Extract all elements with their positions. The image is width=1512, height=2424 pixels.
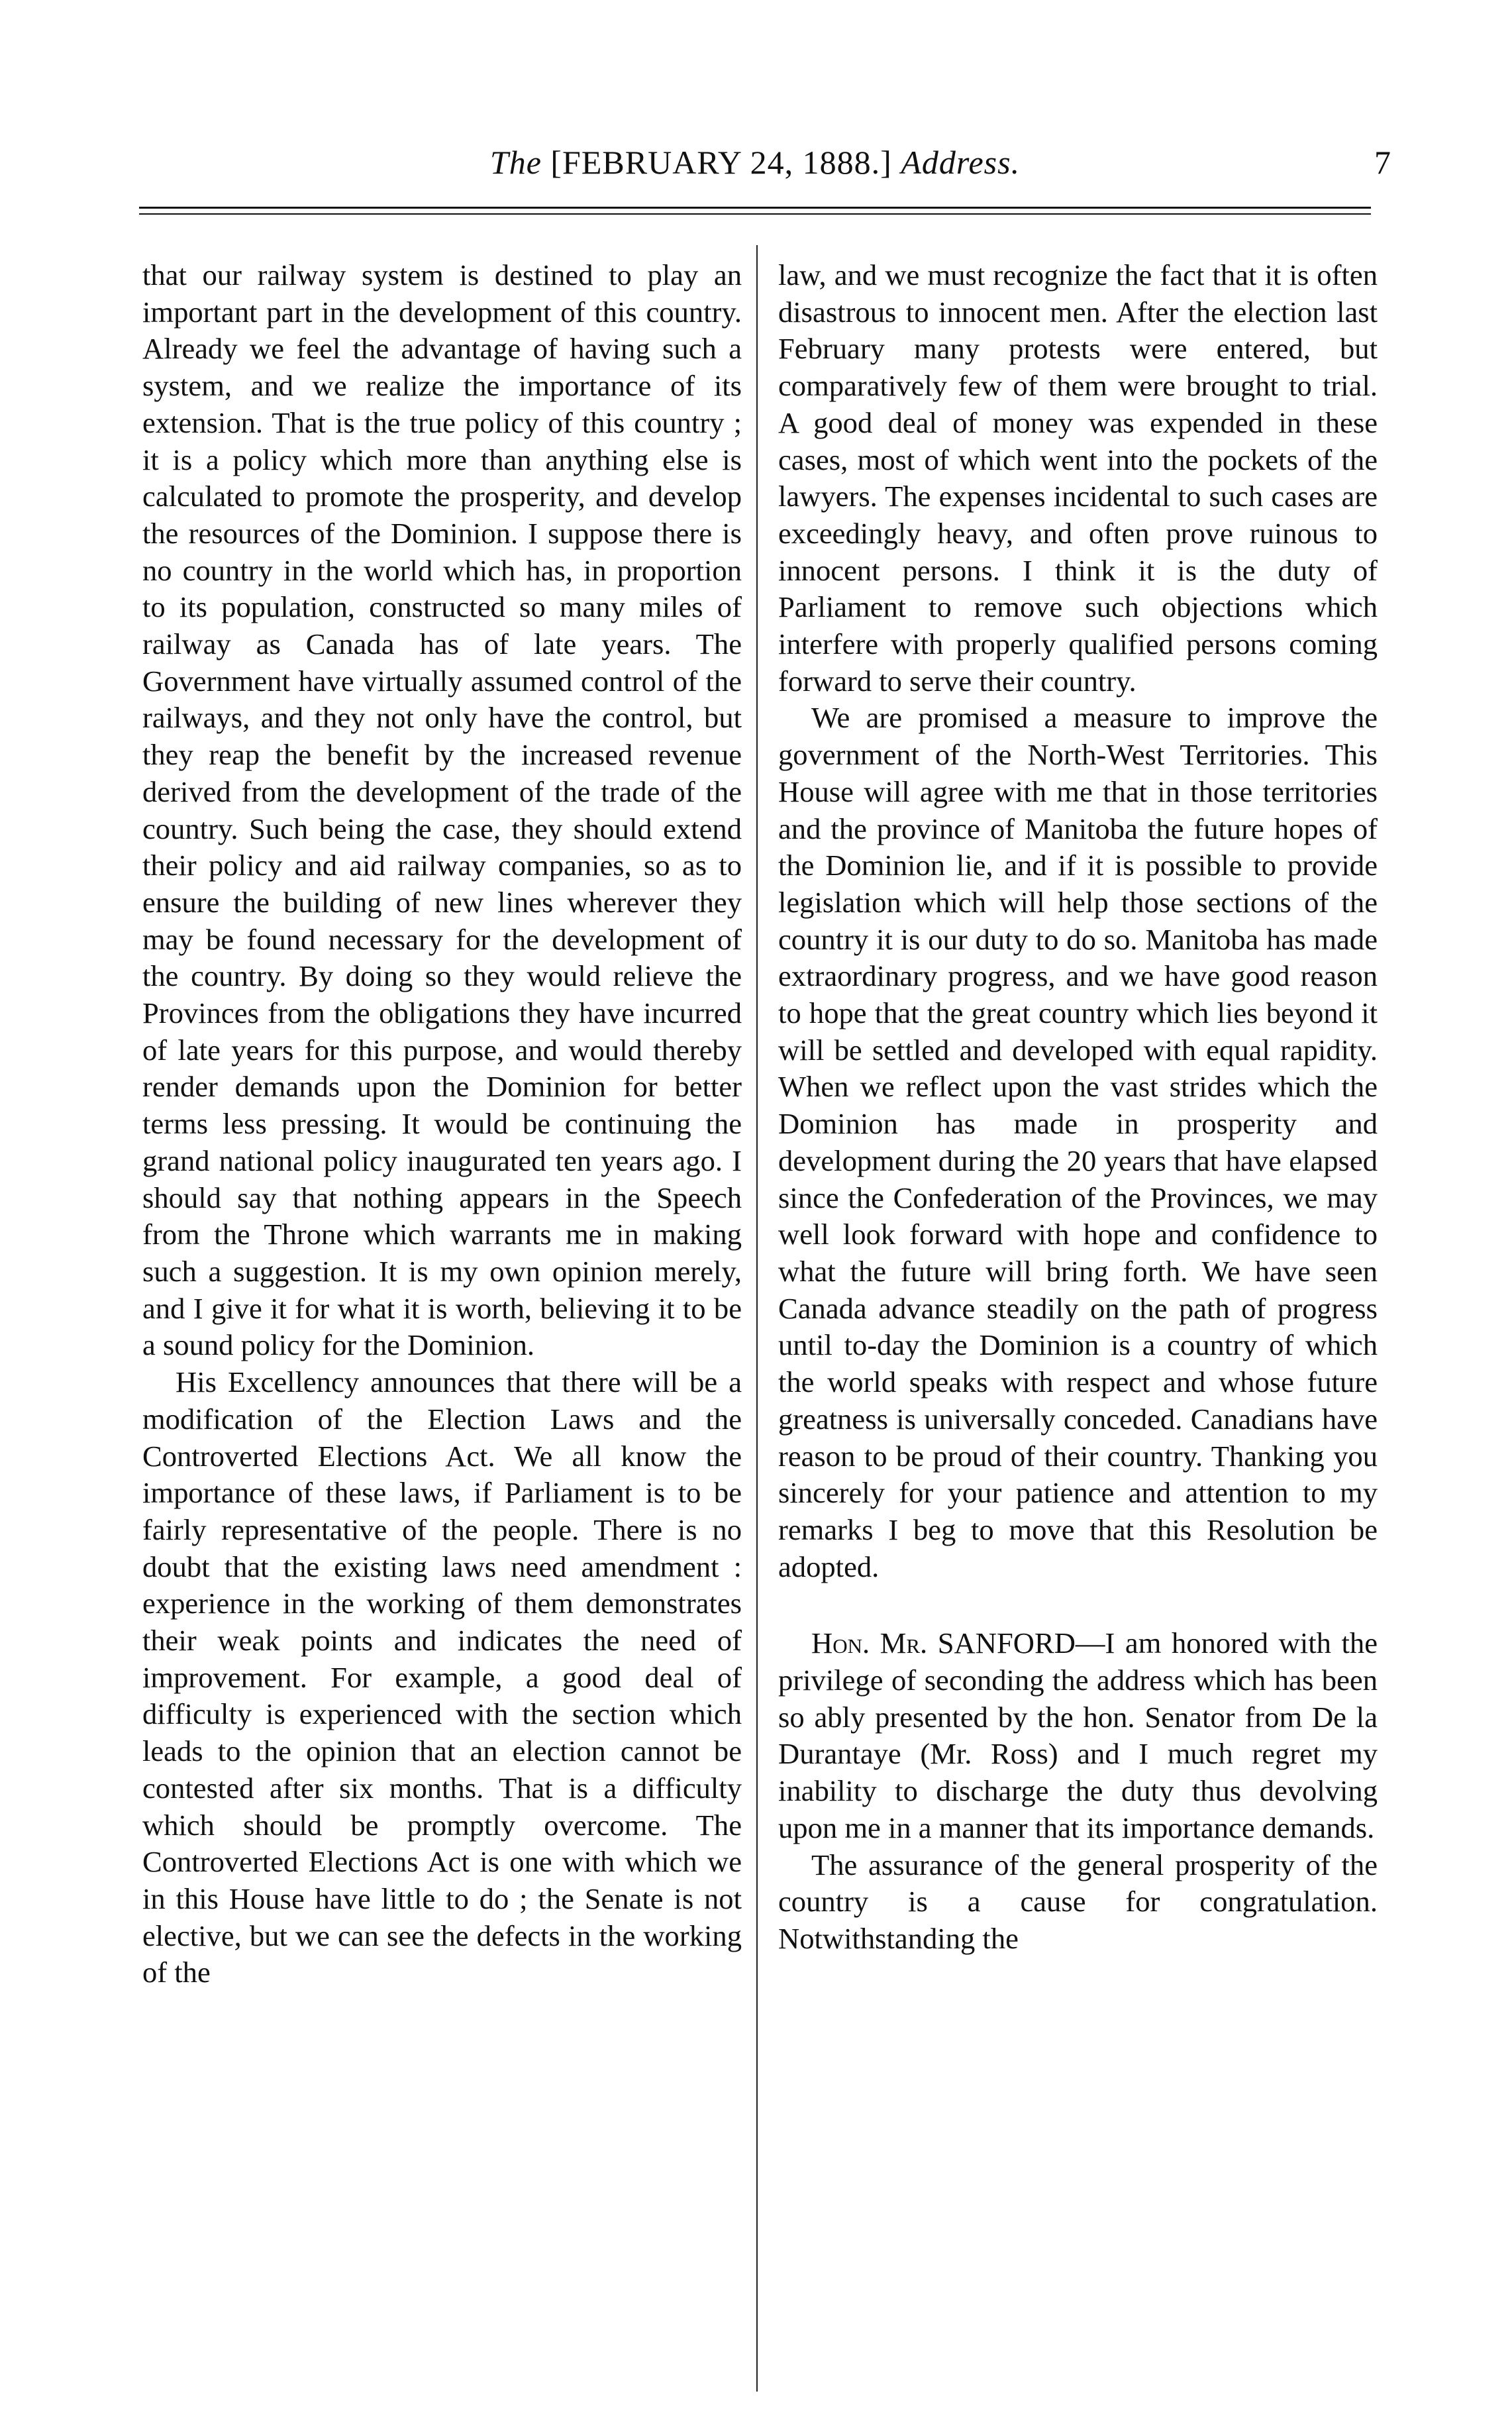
left-paragraph-2: His Excellency announces that there will be a modification of the Election Laws and the Controverted Elections Act. We all know the importance of these laws, if Parliament is to be fairly representative of the people. There is no doubt that the existing laws need amendment : experience in the working of them demonstrates their weak points and indicates the need of improvement. For example, a good deal of difficulty is experienced with the section which leads to the opinion that an election cannot be contested after six months. That is a difficulty which should be promptly overcome. The Controverted Elections Act is one with which we in this House have little to do ; the Senate is not elective, but we can see the defects in the working of the bbox=[142, 1365, 742, 1989]
header-title bbox=[119, 136, 1391, 189]
page-number: 7 bbox=[1374, 144, 1391, 181]
right-paragraph-2: We are promised a measure to improve the government of the North-West Territories. This House will agree with me that in those territories and the province of Manitoba the future hopes of the Dominion lie, and if it is possible to provide legislation which will help those sections of the country it is our duty to do so. Manitoba has made extraordinary progress, and we have good reason to hope that the great country which lies beyond it will be settled and developed with equal rapidity. When we reflect upon the vast strides which the Dominion has made in prosperity and development during the 20 years that have elapsed since the Confederation of the Provinces, we may well look forward with hope and confidence to what the future will bring forth. We have seen Canada advance steadily on the path of progress until to-day the Dominion is a country of which the world speaks with respect and whose future greatness is universally conceded. Canadians have reason to be proud of their country. Thanking you sincerely for your patience and attention to my remarks I beg to move that this Resolution be adopted. bbox=[778, 701, 1378, 1583]
header-address: Address. bbox=[901, 144, 1021, 181]
left-column bbox=[142, 257, 742, 1991]
speaker-text: —I am honored with the privilege of seconding the address which has been so ably presented by the hon. Senator from De la Durantaye (Mr. Ross) and I much regret my inability to discharge the duty thus devolving upon me in a manner that its importance demands. bbox=[778, 1626, 1378, 1844]
right-column bbox=[778, 257, 1378, 1958]
running-header bbox=[119, 136, 1391, 189]
column-divider bbox=[756, 245, 758, 2392]
right-paragraph-4: The assurance of the general prosperity of the country is a cause for congratulation. Notwithstanding the bbox=[778, 1848, 1378, 1955]
speaker-name: Hon. Mr. SANFORD bbox=[811, 1626, 1076, 1660]
header-rule-top bbox=[139, 207, 1371, 209]
right-paragraph-1: law, and we must recognize the fact that it is often disastrous to innocent men. After the election last February many protests were entered, but comparatively few of them were brought to trial. A good deal of money was expended in these cases, most of which went into the pockets of the lawyers. The expenses incidental to such cases are exceedingly heavy, and often prove ruinous to innocent persons. I think it is the duty of Parliament to remove such objections which interfere with properly qualified persons coming forward to serve their country. bbox=[778, 258, 1378, 698]
right-paragraph-3 bbox=[778, 1625, 1378, 1846]
header-rule-bottom bbox=[139, 213, 1371, 215]
header-date: [FEBRUARY 24, 1888.] bbox=[550, 144, 892, 181]
header-the: The bbox=[489, 144, 542, 181]
left-paragraph-1: that our railway system is destined to play an important part in the development of this country. Already we feel the advantage of having such a system, and we realize the importance of its extension. That is the true policy of this country ; it is a policy which more than anything else is calculated to promote the prosperity, and develop the resources of the Dominion. I suppose there is no country in the world which has, in proportion to its population, constructed so many miles of railway as Canada has of late years. The Government have virtually assumed control of the railways, and they not only have the control, but they reap the benefit by the increased revenue derived from the development of the trade of the country. Such being the case, they should extend their policy and aid railway companies, so as to ensure the building of new lines wherever they may be found necessary for the development of the country. By doing so they would relieve the Provinces from the obligations they have incurred of late years for this purpose, and would thereby render demands upon the Dominion for better terms less pressing. It would be continuing the grand national policy inaugurated ten years ago. I should say that nothing appears in the Speech from the Throne which warrants me in making such a suggestion. It is my own opinion merely, and I give it for what it is worth, believing it to be a sound policy for the Dominion. bbox=[142, 258, 742, 1362]
